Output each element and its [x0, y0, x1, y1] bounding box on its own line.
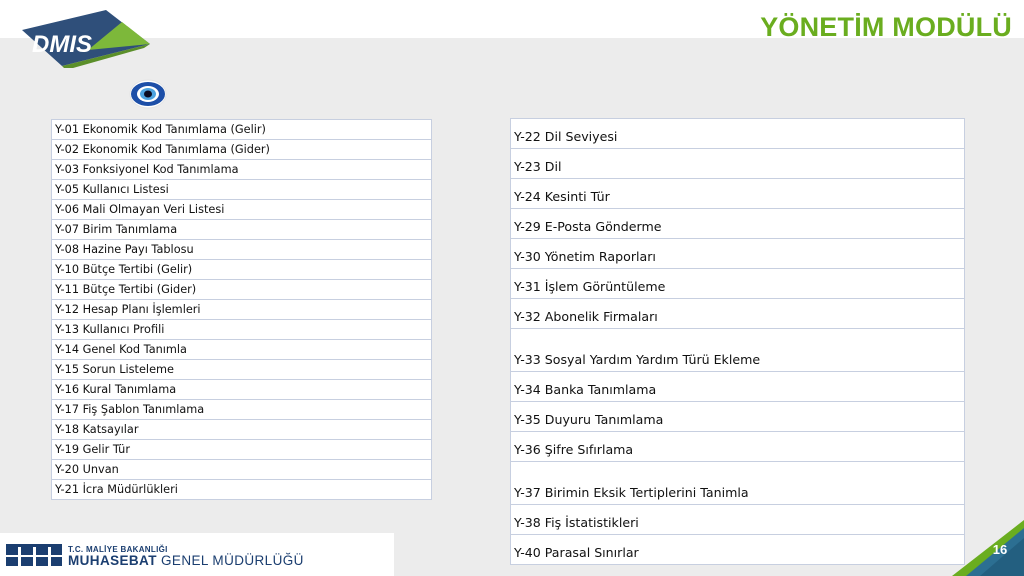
footer-org-bold: MUHASEBAT [68, 553, 157, 568]
table-row [52, 300, 432, 320]
module-cell: Y-06 Mali Olmayan Veri Listesi [52, 200, 432, 220]
module-cell: Y-21 İcra Müdürlükleri [52, 480, 432, 500]
footer-org-line2 [68, 553, 304, 568]
table-row [511, 329, 965, 372]
module-cell: Y-22 Dil Seviyesi [511, 119, 965, 149]
evil-eye-icon [129, 79, 167, 109]
table-row [511, 299, 965, 329]
module-cell: Y-01 Ekonomik Kod Tanımlama (Gelir) [52, 120, 432, 140]
module-cell: Y-10 Bütçe Tertibi (Gelir) [52, 260, 432, 280]
page-number: 16 [992, 542, 1008, 557]
module-cell: Y-24 Kesinti Tür [511, 179, 965, 209]
muhasebat-logo-icon [6, 544, 62, 568]
table-row [52, 440, 432, 460]
table-row [52, 160, 432, 180]
module-cell: Y-29 E-Posta Gönderme [511, 209, 965, 239]
table-row [52, 420, 432, 440]
table-row [511, 535, 965, 565]
module-cell: Y-40 Parasal Sınırlar [511, 535, 965, 565]
module-cell: Y-08 Hazine Payı Tablosu [52, 240, 432, 260]
table-row [511, 462, 965, 505]
module-cell: Y-30 Yönetim Raporları [511, 239, 965, 269]
table-row [52, 480, 432, 500]
table-row [52, 260, 432, 280]
table-row [511, 239, 965, 269]
table-row [511, 119, 965, 149]
table-row [52, 180, 432, 200]
table-row [511, 149, 965, 179]
module-cell: Y-31 İşlem Görüntüleme [511, 269, 965, 299]
module-cell: Y-20 Unvan [52, 460, 432, 480]
module-cell: Y-19 Gelir Tür [52, 440, 432, 460]
table-row [52, 400, 432, 420]
table-row [52, 120, 432, 140]
logo-text: DMIS [32, 31, 92, 58]
dmis-logo-icon [22, 8, 154, 68]
footer-org-line1: T.C. MALİYE BAKANLIĞI [68, 545, 168, 554]
module-cell: Y-16 Kural Tanımlama [52, 380, 432, 400]
table-row [511, 269, 965, 299]
table-row [511, 402, 965, 432]
module-cell: Y-15 Sorun Listeleme [52, 360, 432, 380]
footer-org-rest: GENEL MÜDÜRLÜĞÜ [156, 553, 304, 568]
table-row [52, 360, 432, 380]
module-cell: Y-36 Şifre Sıfırlama [511, 432, 965, 462]
table-row [511, 432, 965, 462]
table-row [52, 380, 432, 400]
module-cell: Y-35 Duyuru Tanımlama [511, 402, 965, 432]
module-cell: Y-14 Genel Kod Tanımla [52, 340, 432, 360]
table-row [52, 200, 432, 220]
table-row [511, 179, 965, 209]
module-cell: Y-37 Birimin Eksik Tertiplerini Tanimla [511, 462, 965, 505]
page-title: YÖNETİM MODÜLÜ [760, 12, 1012, 42]
module-cell: Y-32 Abonelik Firmaları [511, 299, 965, 329]
right-module-table [510, 118, 965, 565]
module-cell: Y-11 Bütçe Tertibi (Gider) [52, 280, 432, 300]
module-cell: Y-34 Banka Tanımlama [511, 372, 965, 402]
module-cell: Y-02 Ekonomik Kod Tanımlama (Gider) [52, 140, 432, 160]
table-row [511, 372, 965, 402]
module-cell: Y-23 Dil [511, 149, 965, 179]
table-row [52, 280, 432, 300]
module-cell: Y-07 Birim Tanımlama [52, 220, 432, 240]
module-cell: Y-12 Hesap Planı İşlemleri [52, 300, 432, 320]
table-row [52, 320, 432, 340]
left-module-table [51, 119, 432, 500]
module-cell: Y-13 Kullanıcı Profili [52, 320, 432, 340]
table-row [511, 505, 965, 535]
module-cell: Y-18 Katsayılar [52, 420, 432, 440]
table-row [52, 220, 432, 240]
module-cell: Y-38 Fiş İstatistikleri [511, 505, 965, 535]
table-row [52, 340, 432, 360]
table-row [52, 140, 432, 160]
module-cell: Y-17 Fiş Şablon Tanımlama [52, 400, 432, 420]
table-row [52, 240, 432, 260]
table-row [511, 209, 965, 239]
module-cell: Y-05 Kullanıcı Listesi [52, 180, 432, 200]
module-cell: Y-03 Fonksiyonel Kod Tanımlama [52, 160, 432, 180]
module-cell: Y-33 Sosyal Yardım Yardım Türü Ekleme [511, 329, 965, 372]
table-row [52, 460, 432, 480]
